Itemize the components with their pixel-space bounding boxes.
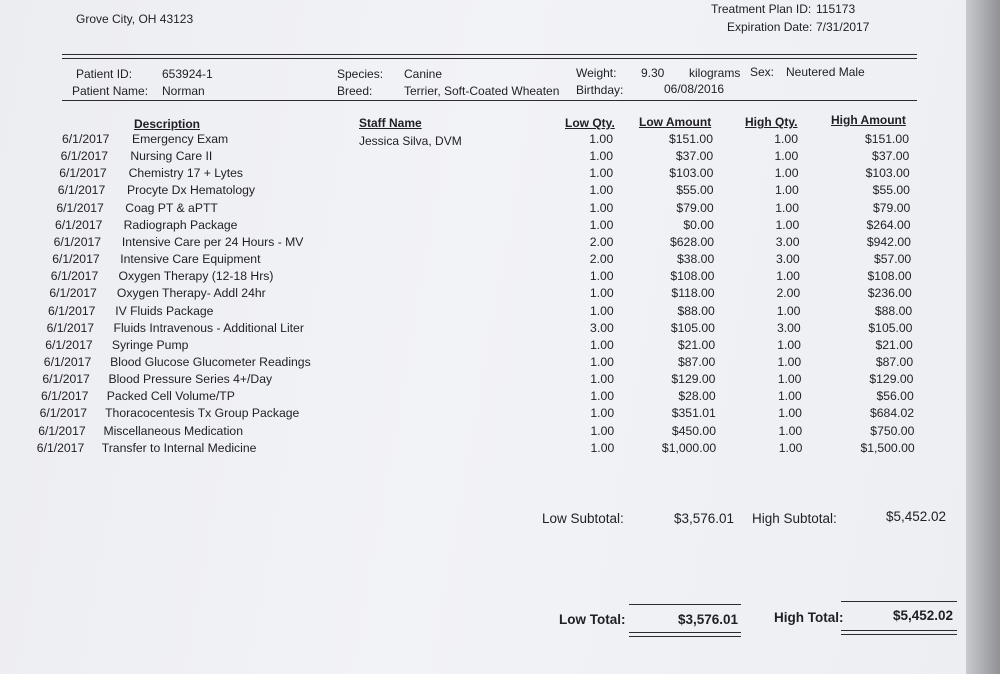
patient-name-label: Patient Name: <box>72 84 149 98</box>
row-low-amount: $103.00 <box>669 166 714 181</box>
table-row <box>0 235 1000 251</box>
row-low-amount: $628.00 <box>670 234 715 249</box>
row-description: Emergency Exam <box>132 132 229 146</box>
row-low-amount: $28.00 <box>678 389 716 404</box>
row-high-amount: $129.00 <box>869 372 914 387</box>
table-row <box>0 389 1000 405</box>
row-high-qty: 2.00 <box>776 286 801 301</box>
row-low-qty: 1.00 <box>589 149 614 164</box>
row-high-amount: $56.00 <box>876 389 914 404</box>
row-description: Nursing Care II <box>130 149 213 164</box>
table-row <box>0 321 1000 337</box>
row-high-qty: 1.00 <box>778 406 802 421</box>
table-row <box>0 149 1000 165</box>
table-row <box>0 338 1000 354</box>
table-row <box>0 441 1000 457</box>
birthday-value: 06/08/2016 <box>664 82 725 96</box>
table-row <box>0 201 1000 217</box>
row-description: Intensive Care per 24 Hours - MV <box>121 234 304 249</box>
row-high-amount: $108.00 <box>867 269 912 284</box>
row-high-qty: 1.00 <box>776 303 801 318</box>
row-description: Thoracocentesis Tx Group Package <box>105 406 300 421</box>
row-description: Oxygen Therapy- Addl 24hr <box>116 286 266 301</box>
low-total-rule-top <box>629 604 741 605</box>
row-description: Fluids Intravenous - Additional Liter <box>113 320 304 335</box>
row-low-qty: 1.00 <box>589 132 613 146</box>
weight-value: 9.30 <box>641 66 665 80</box>
high-subtotal-value: $5,452.02 <box>886 509 947 524</box>
row-low-qty: 1.00 <box>589 269 614 284</box>
row-low-amount: $0.00 <box>683 217 714 232</box>
row-low-qty: 1.00 <box>590 406 615 421</box>
row-high-qty: 1.00 <box>775 200 799 215</box>
row-low-qty: 2.00 <box>589 234 614 249</box>
row-date: 6/1/2017 <box>46 320 95 335</box>
row-low-qty: 1.00 <box>590 423 615 438</box>
species-value: Canine <box>404 67 443 81</box>
row-high-qty: 1.00 <box>774 132 798 146</box>
row-high-amount: $88.00 <box>874 303 913 318</box>
row-date: 6/1/2017 <box>62 132 110 146</box>
high-subtotal-label: High Subtotal: <box>752 511 837 526</box>
low-total-label: Low Total: <box>559 612 626 627</box>
row-description: Transfer to Internal Medicine <box>101 440 257 455</box>
row-high-qty: 1.00 <box>777 337 801 352</box>
table-row <box>0 132 1000 148</box>
row-high-qty: 3.00 <box>775 252 800 267</box>
patient-id-label: Patient ID: <box>76 67 133 81</box>
table-row <box>0 372 1000 388</box>
breed-label: Breed: <box>337 84 373 98</box>
row-description: Syringe Pump <box>111 337 189 352</box>
row-low-amount: $450.00 <box>671 423 716 438</box>
row-date: 6/1/2017 <box>43 354 92 369</box>
row-low-qty: 1.00 <box>589 166 614 181</box>
row-low-amount: $38.00 <box>676 252 715 267</box>
row-low-amount: $151.00 <box>668 132 713 146</box>
col-high-amount: High Amount <box>831 113 906 127</box>
row-date: 6/1/2017 <box>48 303 96 318</box>
header-rule-top <box>62 54 917 55</box>
row-date: 6/1/2017 <box>59 166 107 181</box>
row-high-amount: $684.02 <box>869 406 915 421</box>
row-description: IV Fluids Package <box>115 303 214 318</box>
row-high-amount: $105.00 <box>868 320 913 335</box>
row-low-amount: $79.00 <box>676 200 714 215</box>
low-total-value: $3,576.01 <box>678 612 739 627</box>
low-total-rule-2 <box>629 636 741 637</box>
row-description: Miscellaneous Medication <box>103 423 243 438</box>
row-low-amount: $105.00 <box>670 320 715 335</box>
table-row <box>0 406 1000 422</box>
row-date: 6/1/2017 <box>42 372 90 387</box>
row-high-qty: 1.00 <box>777 389 802 404</box>
row-high-qty: 1.00 <box>774 166 799 181</box>
high-total-value: $5,452.02 <box>893 608 954 623</box>
plan-id-value: 115173 <box>816 2 856 16</box>
row-low-qty: 2.00 <box>589 252 614 267</box>
row-date: 6/1/2017 <box>60 149 109 164</box>
sex-label: Sex: <box>750 65 775 79</box>
row-low-qty: 1.00 <box>590 337 614 352</box>
row-high-amount: $264.00 <box>866 217 911 232</box>
row-date: 6/1/2017 <box>53 234 102 249</box>
row-date: 6/1/2017 <box>52 252 100 267</box>
practice-address: Grove City, OH 43123 <box>76 12 194 26</box>
row-high-qty: 1.00 <box>778 423 803 438</box>
row-low-amount: $88.00 <box>677 303 715 318</box>
row-high-amount: $1,500.00 <box>860 440 915 455</box>
weight-unit: kilograms <box>689 66 741 80</box>
row-description: Oxygen Therapy (12-18 Hrs) <box>118 269 274 284</box>
row-low-qty: 1.00 <box>590 372 614 387</box>
row-high-qty: 1.00 <box>775 217 800 232</box>
row-high-amount: $55.00 <box>872 183 910 198</box>
row-description: Radiograph Package <box>123 217 238 232</box>
row-low-qty: 1.00 <box>590 354 614 369</box>
row-description: Blood Pressure Series 4+/Day <box>108 372 273 387</box>
row-date: 6/1/2017 <box>39 406 88 421</box>
row-high-qty: 1.00 <box>775 183 799 198</box>
row-description: Packed Cell Volume/TP <box>106 389 235 404</box>
row-high-amount: $79.00 <box>872 200 911 215</box>
high-total-rule-2 <box>841 634 957 635</box>
row-low-qty: 1.00 <box>589 183 614 198</box>
patient-rule <box>62 100 917 101</box>
row-date: 6/1/2017 <box>56 200 104 215</box>
row-low-qty: 1.00 <box>589 217 614 232</box>
table-row <box>0 355 1000 371</box>
patient-name-value: Norman <box>162 84 205 98</box>
table-row <box>0 286 1000 302</box>
row-high-amount: $37.00 <box>872 149 910 164</box>
col-description: Description <box>134 117 201 131</box>
row-low-qty: 1.00 <box>590 440 615 455</box>
birthday-label: Birthday: <box>576 83 624 97</box>
row-date: 6/1/2017 <box>49 286 97 301</box>
row-date: 6/1/2017 <box>55 217 103 232</box>
high-total-rule-top <box>841 601 957 602</box>
col-staff-name: Staff Name <box>359 116 422 130</box>
row-description: Procyte Dx Hematology <box>126 183 255 198</box>
table-row <box>0 424 1000 440</box>
row-low-qty: 1.00 <box>589 200 614 215</box>
table-row <box>0 166 1000 182</box>
staff-name-value: Jessica Silva, DVM <box>359 134 462 148</box>
row-high-qty: 1.00 <box>777 354 802 369</box>
row-low-amount: $21.00 <box>677 337 716 352</box>
patient-id-value: 653924-1 <box>162 67 213 81</box>
table-row <box>0 183 1000 199</box>
low-subtotal-label: Low Subtotal: <box>542 511 624 526</box>
row-high-amount: $87.00 <box>875 354 914 369</box>
col-high-qty: High Qty. <box>745 115 798 129</box>
row-high-amount: $21.00 <box>875 337 913 352</box>
row-high-qty: 3.00 <box>776 320 801 335</box>
high-total-rule-1 <box>841 630 957 631</box>
col-low-amount: Low Amount <box>639 115 712 129</box>
row-date: 6/1/2017 <box>41 389 89 404</box>
row-high-qty: 1.00 <box>774 149 799 164</box>
row-high-qty: 1.00 <box>777 372 802 387</box>
row-high-qty: 3.00 <box>775 234 800 249</box>
row-low-amount: $108.00 <box>670 269 715 284</box>
col-low-qty: Low Qty. <box>565 116 615 130</box>
plan-id-label: Treatment Plan ID: <box>711 2 812 16</box>
breed-value: Terrier, Soft-Coated Wheaten <box>404 84 560 98</box>
row-low-qty: 1.00 <box>590 389 615 404</box>
row-high-amount: $151.00 <box>864 132 909 146</box>
expiration-label: Expiration Date: <box>727 20 813 34</box>
row-date: 6/1/2017 <box>57 183 106 198</box>
row-high-amount: $750.00 <box>870 423 915 438</box>
low-total-rule-1 <box>629 632 741 633</box>
row-low-amount: $37.00 <box>675 149 714 164</box>
expiration-value: 7/31/2017 <box>816 20 870 34</box>
row-description: Chemistry 17 + Lytes <box>128 166 243 181</box>
weight-label: Weight: <box>576 66 617 80</box>
row-low-amount: $1,000.00 <box>661 440 717 455</box>
table-row <box>0 252 1000 268</box>
table-row <box>0 269 1000 285</box>
sex-value: Neutered Male <box>786 65 865 79</box>
row-low-qty: 3.00 <box>590 320 614 335</box>
table-row <box>0 218 1000 234</box>
row-high-amount: $103.00 <box>865 166 910 181</box>
row-low-amount: $129.00 <box>671 372 716 387</box>
row-high-amount: $57.00 <box>873 252 912 267</box>
row-low-qty: 1.00 <box>589 286 614 301</box>
row-high-amount: $942.00 <box>866 234 911 249</box>
header-rule-bottom <box>62 58 917 59</box>
row-description: Coag PT & aPTT <box>125 200 218 215</box>
row-high-amount: $236.00 <box>867 286 912 301</box>
species-label: Species: <box>337 67 384 81</box>
row-low-qty: 1.00 <box>589 303 614 318</box>
row-date: 6/1/2017 <box>36 440 85 455</box>
table-row <box>0 304 1000 320</box>
high-total-label: High Total: <box>774 610 844 625</box>
row-high-qty: 1.00 <box>776 269 800 284</box>
low-subtotal-value: $3,576.01 <box>674 511 735 526</box>
row-description: Blood Glucose Glucometer Readings <box>110 354 311 369</box>
row-description: Intensive Care Equipment <box>120 252 261 267</box>
row-low-amount: $87.00 <box>678 354 716 369</box>
row-low-amount: $118.00 <box>671 286 715 301</box>
row-date: 6/1/2017 <box>38 423 86 438</box>
row-low-amount: $55.00 <box>676 183 714 198</box>
row-date: 6/1/2017 <box>50 269 99 284</box>
row-date: 6/1/2017 <box>45 337 93 352</box>
row-high-qty: 1.00 <box>778 440 803 455</box>
row-low-amount: $351.01 <box>671 406 716 421</box>
